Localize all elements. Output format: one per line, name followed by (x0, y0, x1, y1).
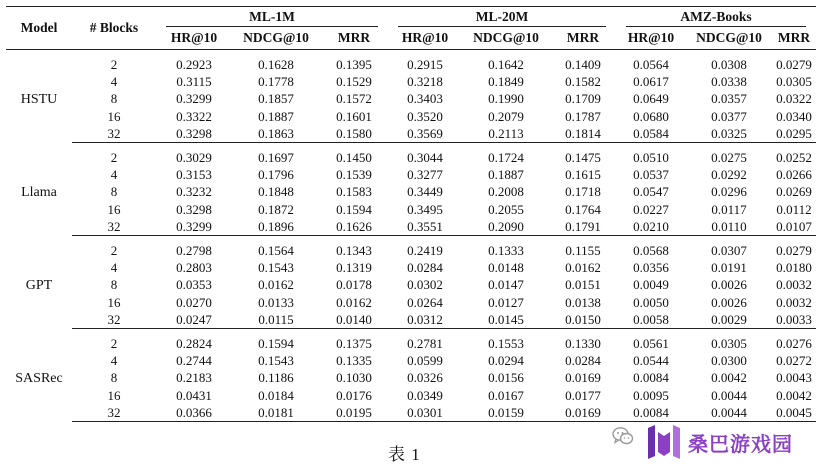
metric-value: 0.1475 (565, 150, 601, 166)
metric-value: 0.1553 (488, 336, 524, 352)
metric-value: 0.0307 (711, 243, 747, 259)
metric-value: 0.1030 (336, 370, 372, 386)
metric-value: 0.1529 (336, 74, 372, 90)
model-name: SASRec (15, 370, 63, 386)
metric-value: 0.2183 (176, 370, 212, 386)
metric-value: 0.2419 (407, 243, 443, 259)
metric-value: 0.3299 (176, 91, 212, 107)
metric-value: 0.0547 (633, 184, 669, 200)
metric-value: 0.2744 (176, 353, 212, 369)
model-name: GPT (25, 277, 53, 293)
table-row (6, 294, 816, 311)
blocks-count: 32 (72, 218, 156, 236)
metric-value: 0.0680 (633, 108, 669, 124)
metric-value: 0.1335 (336, 353, 372, 369)
metric-value: 0.1375 (336, 336, 372, 352)
metric-value: 0.0584 (616, 125, 686, 143)
table-row (6, 404, 816, 422)
metric-value: 0.0050 (633, 294, 669, 310)
metric-value: 0.0295 (772, 125, 816, 143)
metric-value: 0.1863 (232, 125, 320, 143)
metric-value: 0.0326 (407, 370, 443, 386)
header-metric-hr10: HR@10 (616, 27, 686, 50)
header-metric-mrr: MRR (550, 27, 616, 50)
metric-value: 0.0247 (156, 311, 232, 329)
metric-value: 0.1580 (320, 125, 388, 143)
metric-value: 0.0279 (776, 57, 812, 72)
metric-value: 0.1330 (565, 336, 601, 352)
metric-value: 0.3495 (407, 201, 443, 217)
metric-value: 0.0045 (772, 404, 816, 422)
metric-value: 0.1594 (336, 201, 372, 217)
metric-value: 0.0044 (686, 404, 772, 422)
metric-value: 0.0026 (711, 277, 747, 293)
header-group-ml-1m: ML-1M (156, 7, 388, 28)
metric-value: 0.0544 (633, 353, 669, 369)
metric-value: 0.1628 (258, 57, 294, 72)
metric-value: 0.0431 (176, 387, 212, 403)
metric-value: 0.0269 (776, 184, 812, 200)
metric-value: 0.0162 (258, 277, 294, 293)
metric-value: 0.0292 (711, 167, 747, 183)
metric-value: 0.2923 (176, 57, 212, 72)
blocks-count: 2 (110, 336, 118, 352)
metric-value: 0.0095 (633, 387, 669, 403)
metric-value: 0.0107 (772, 218, 816, 236)
table-row (6, 73, 816, 90)
metric-value: 0.0145 (462, 311, 550, 329)
header-group-ml-20m: ML-20M (388, 7, 616, 28)
metric-value: 0.0599 (407, 353, 443, 369)
metric-value: 0.0162 (565, 260, 601, 276)
metric-value: 0.0112 (776, 201, 812, 217)
metric-value: 0.2055 (488, 201, 524, 217)
metric-value: 0.0032 (776, 294, 812, 310)
metric-value: 0.0150 (550, 311, 616, 329)
metric-value: 0.1539 (336, 167, 372, 183)
metric-value: 0.3569 (388, 125, 462, 143)
metric-value: 0.0032 (776, 277, 812, 293)
results-table-container (6, 6, 816, 422)
table-row (6, 201, 816, 218)
header-metric-ndcg10: NDCG@10 (232, 27, 320, 50)
metric-value: 0.3403 (407, 91, 443, 107)
blocks-count: 2 (110, 150, 118, 166)
metric-value: 0.0169 (550, 404, 616, 422)
blocks-count: 4 (110, 74, 118, 90)
blocks-count: 8 (110, 184, 118, 200)
table-row (6, 166, 816, 183)
metric-value: 0.1594 (258, 336, 294, 352)
metric-value: 0.1887 (258, 108, 294, 124)
metric-value: 0.3299 (156, 218, 232, 236)
metric-value: 0.0210 (616, 218, 686, 236)
table-row (6, 335, 816, 352)
metric-value: 0.0264 (407, 294, 443, 310)
blocks-count: 16 (107, 201, 121, 217)
metric-value: 0.1887 (488, 167, 524, 183)
blocks-count: 4 (110, 260, 118, 276)
metric-value: 0.1872 (258, 201, 294, 217)
metric-value: 0.0276 (776, 336, 812, 352)
metric-value: 0.1857 (258, 91, 294, 107)
metric-value: 0.0151 (565, 277, 601, 293)
header-metric-mrr: MRR (320, 27, 388, 50)
metric-value: 0.0340 (776, 108, 812, 124)
metric-value: 0.0167 (488, 387, 524, 403)
header-metric-hr10: HR@10 (156, 27, 232, 50)
metric-value: 0.0159 (462, 404, 550, 422)
blocks-count: 32 (72, 125, 156, 143)
metric-value: 0.3218 (407, 74, 443, 90)
metric-value: 0.0084 (616, 404, 686, 422)
metric-value: 0.0284 (407, 260, 443, 276)
metric-value: 0.0312 (388, 311, 462, 329)
metric-value: 0.3322 (176, 108, 212, 124)
table-row (6, 311, 816, 329)
metric-value: 0.3029 (176, 150, 212, 166)
model-block-llama (6, 143, 816, 236)
metric-value: 0.0117 (711, 201, 747, 217)
table-row (6, 218, 816, 236)
metric-value: 0.1450 (336, 150, 372, 166)
metric-value: 0.1601 (336, 108, 372, 124)
metric-value: 0.0266 (776, 167, 812, 183)
metric-value: 0.0133 (258, 294, 294, 310)
metric-value: 0.1319 (336, 260, 372, 276)
metric-value: 0.0279 (776, 243, 812, 259)
metric-value: 0.3298 (176, 201, 212, 217)
metric-value: 0.0353 (176, 277, 212, 293)
metric-value: 0.2803 (176, 260, 212, 276)
table-row (6, 125, 816, 143)
blocks-count: 4 (110, 353, 118, 369)
metric-value: 0.1796 (258, 167, 294, 183)
wechat-icon (612, 426, 634, 446)
metric-value: 0.0284 (565, 353, 601, 369)
metric-value: 0.0138 (565, 294, 601, 310)
watermark-text: 桑巴游戏园 (688, 432, 793, 456)
blocks-count: 2 (110, 243, 118, 259)
metric-value: 0.0270 (176, 294, 212, 310)
metric-value: 0.0084 (633, 370, 669, 386)
metric-value: 0.0042 (776, 387, 812, 403)
table-row (6, 352, 816, 369)
metric-value: 0.1642 (488, 57, 524, 72)
metric-value: 0.1896 (232, 218, 320, 236)
metric-value: 0.0308 (711, 57, 747, 72)
metric-value: 0.0110 (686, 218, 772, 236)
metric-value: 0.0301 (388, 404, 462, 422)
metric-value: 0.0127 (488, 294, 524, 310)
metric-value: 0.2824 (176, 336, 212, 352)
metric-value: 0.0044 (711, 387, 747, 403)
model-name: Llama (21, 184, 57, 200)
table-row (6, 183, 816, 200)
results-table (6, 6, 816, 422)
metric-value: 0.0296 (711, 184, 747, 200)
metric-value: 0.0305 (711, 336, 747, 352)
metric-value: 0.0148 (488, 260, 524, 276)
header-metric-ndcg10: NDCG@10 (462, 27, 550, 50)
metric-value: 0.2798 (176, 243, 212, 259)
metric-value: 0.0338 (711, 74, 747, 90)
metric-value: 0.0568 (633, 243, 669, 259)
metric-value: 0.0302 (407, 277, 443, 293)
table-row (6, 387, 816, 404)
metric-value: 0.3277 (407, 167, 443, 183)
blocks-count: 8 (110, 277, 118, 293)
table-row (6, 369, 816, 386)
metric-value: 0.1543 (258, 260, 294, 276)
metric-value: 0.0564 (633, 57, 669, 72)
metric-value: 0.1583 (336, 184, 372, 200)
metric-value: 0.1814 (550, 125, 616, 143)
header-model: Model (6, 7, 72, 50)
metric-value: 0.0561 (633, 336, 669, 352)
metric-value: 0.0029 (686, 311, 772, 329)
model-block-sasrec (6, 329, 816, 422)
metric-value: 0.1333 (488, 243, 524, 259)
metric-value: 0.1709 (565, 91, 601, 107)
metric-value: 0.3232 (176, 184, 212, 200)
metric-value: 0.0617 (633, 74, 669, 90)
metric-value: 0.0537 (633, 167, 669, 183)
metric-value: 0.2113 (462, 125, 550, 143)
metric-value: 0.2915 (407, 57, 443, 72)
metric-value: 0.0300 (711, 353, 747, 369)
metric-value: 0.1697 (258, 150, 294, 166)
metric-value: 0.0180 (776, 260, 812, 276)
model-block-hstu (6, 50, 816, 143)
metric-value: 0.1186 (258, 370, 294, 386)
blocks-count: 16 (107, 294, 121, 310)
metric-value: 0.2008 (488, 184, 524, 200)
metric-value: 0.1409 (565, 57, 601, 72)
table-row (6, 242, 816, 259)
metric-value: 0.3115 (176, 74, 212, 90)
metric-value: 0.0322 (776, 91, 812, 107)
header-metric-mrr: MRR (772, 27, 816, 50)
metric-value: 0.0357 (711, 91, 747, 107)
metric-value: 0.3044 (407, 150, 443, 166)
metric-value: 0.0156 (488, 370, 524, 386)
metric-value: 0.1990 (488, 91, 524, 107)
metric-value: 0.0191 (711, 260, 747, 276)
blocks-count: 16 (107, 108, 121, 124)
blocks-count: 32 (72, 311, 156, 329)
metric-value: 0.1572 (336, 91, 372, 107)
metric-value: 0.0377 (711, 108, 747, 124)
metric-value: 0.3551 (388, 218, 462, 236)
table-header (6, 7, 816, 50)
metric-value: 0.1155 (565, 243, 601, 259)
metric-value: 0.0356 (633, 260, 669, 276)
metric-value: 0.0305 (776, 74, 812, 90)
header-blocks: # Blocks (72, 7, 156, 50)
metric-value: 0.1848 (258, 184, 294, 200)
metric-value: 0.0275 (711, 150, 747, 166)
metric-value: 0.0349 (407, 387, 443, 403)
header-metric-hr10: HR@10 (388, 27, 462, 50)
metric-value: 0.0162 (336, 294, 372, 310)
metric-value: 0.1791 (550, 218, 616, 236)
table-caption: 表 1 (388, 445, 421, 464)
metric-value: 0.0176 (336, 387, 372, 403)
metric-value: 0.2781 (407, 336, 443, 352)
blocks-count: 4 (110, 167, 118, 183)
metric-value: 0.3520 (407, 108, 443, 124)
metric-value: 0.0026 (711, 294, 747, 310)
metric-value: 0.2079 (488, 108, 524, 124)
metric-value: 0.0366 (156, 404, 232, 422)
metric-value: 0.0115 (232, 311, 320, 329)
metric-value: 0.3449 (407, 184, 443, 200)
metric-value: 0.1778 (258, 74, 294, 90)
header-group-amz-books: AMZ-Books (616, 7, 816, 28)
metric-value: 0.0181 (232, 404, 320, 422)
blocks-count: 32 (72, 404, 156, 422)
table-row (6, 276, 816, 293)
metric-value: 0.0325 (686, 125, 772, 143)
metric-value: 0.3153 (176, 167, 212, 183)
metric-value: 0.0510 (633, 150, 669, 166)
table-row (6, 90, 816, 107)
metric-value: 0.0147 (488, 277, 524, 293)
metric-value: 0.0033 (772, 311, 816, 329)
blocks-count: 8 (110, 370, 118, 386)
metric-value: 0.1582 (565, 74, 601, 90)
metric-value: 0.2090 (462, 218, 550, 236)
sangba-logo (645, 422, 683, 462)
table-row (6, 56, 816, 73)
blocks-count: 2 (110, 57, 118, 72)
metric-value: 0.0649 (633, 91, 669, 107)
metric-value: 0.0169 (565, 370, 601, 386)
model-block-gpt (6, 236, 816, 329)
metric-value: 0.0049 (633, 277, 669, 293)
metric-value: 0.1764 (565, 201, 601, 217)
metric-value: 0.1395 (336, 57, 372, 72)
table-row (6, 108, 816, 125)
metric-value: 0.1564 (258, 243, 294, 259)
header-metric-ndcg10: NDCG@10 (686, 27, 772, 50)
metric-value: 0.1849 (488, 74, 524, 90)
metric-value: 0.1626 (320, 218, 388, 236)
table-row (6, 259, 816, 276)
metric-value: 0.1615 (565, 167, 601, 183)
table-row (6, 149, 816, 166)
metric-value: 0.1343 (336, 243, 372, 259)
metric-value: 0.1787 (565, 108, 601, 124)
metric-value: 0.0184 (258, 387, 294, 403)
metric-value: 0.1718 (565, 184, 601, 200)
model-name: HSTU (20, 91, 58, 107)
metric-value: 0.1724 (488, 150, 524, 166)
blocks-count: 16 (107, 387, 121, 403)
metric-value: 0.1543 (258, 353, 294, 369)
metric-value: 0.0058 (616, 311, 686, 329)
metric-value: 0.3298 (156, 125, 232, 143)
metric-value: 0.0140 (320, 311, 388, 329)
metric-value: 0.0294 (488, 353, 524, 369)
metric-value: 0.0043 (776, 370, 812, 386)
metric-value: 0.0177 (565, 387, 601, 403)
metric-value: 0.0042 (711, 370, 747, 386)
metric-value: 0.0195 (320, 404, 388, 422)
metric-value: 0.0178 (336, 277, 372, 293)
metric-value: 0.0252 (776, 150, 812, 166)
blocks-count: 8 (110, 91, 118, 107)
metric-value: 0.0272 (776, 353, 812, 369)
metric-value: 0.0227 (633, 201, 669, 217)
